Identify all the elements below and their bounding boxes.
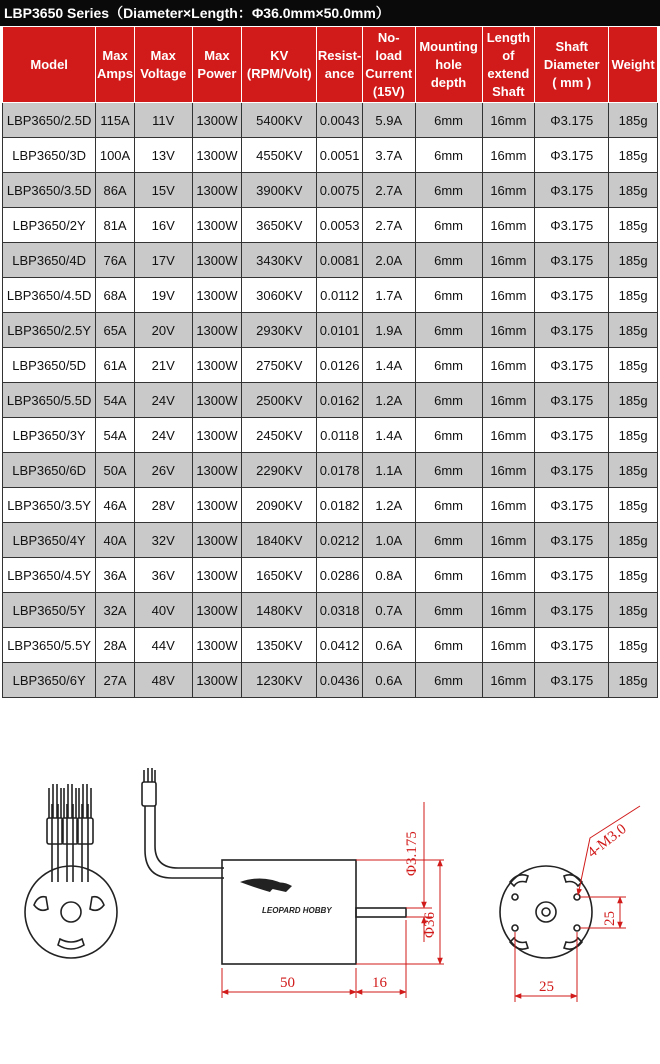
cell-resistance: 0.0118 bbox=[317, 418, 363, 453]
cell-no-load-current: 1.4A bbox=[362, 418, 415, 453]
cell-max-voltage: 24V bbox=[134, 418, 192, 453]
table-row bbox=[3, 348, 658, 383]
cell-max-voltage: 13V bbox=[134, 138, 192, 173]
cell-kv: 4550KV bbox=[242, 138, 317, 173]
cell-kv: 5400KV bbox=[242, 103, 317, 138]
cell-max-power: 1300W bbox=[192, 418, 242, 453]
cell-shaft-diameter: Φ3.175 bbox=[535, 628, 609, 663]
cell-max-power: 1300W bbox=[192, 558, 242, 593]
cell-resistance: 0.0286 bbox=[317, 558, 363, 593]
cell-weight: 185g bbox=[609, 278, 658, 313]
cell-max-power: 1300W bbox=[192, 523, 242, 558]
cell-shaft-diameter: Φ3.175 bbox=[535, 383, 609, 418]
rear-end-cap bbox=[25, 866, 117, 958]
cell-no-load-current: 1.1A bbox=[362, 453, 415, 488]
cell-no-load-current: 2.0A bbox=[362, 243, 415, 278]
cell-mounting-hole-depth: 6mm bbox=[415, 663, 482, 698]
cell-mounting-hole-depth: 6mm bbox=[415, 453, 482, 488]
cell-max-amps: 86A bbox=[96, 173, 135, 208]
cell-mounting-hole-depth: 6mm bbox=[415, 173, 482, 208]
cell-model: LBP3650/3Y bbox=[3, 418, 96, 453]
cell-resistance: 0.0053 bbox=[317, 208, 363, 243]
cell-shaft-diameter: Φ3.175 bbox=[535, 453, 609, 488]
cell-shaft-length: 16mm bbox=[482, 278, 535, 313]
cell-shaft-length: 16mm bbox=[482, 313, 535, 348]
front-end-view bbox=[500, 866, 592, 958]
cell-resistance: 0.0126 bbox=[317, 348, 363, 383]
cell-resistance: 0.0162 bbox=[317, 383, 363, 418]
cell-shaft-length: 16mm bbox=[482, 173, 535, 208]
cell-resistance: 0.0436 bbox=[317, 663, 363, 698]
cell-shaft-length: 16mm bbox=[482, 523, 535, 558]
cell-max-amps: 40A bbox=[96, 523, 135, 558]
table-row bbox=[3, 138, 658, 173]
cell-model: LBP3650/4.5Y bbox=[3, 558, 96, 593]
cell-shaft-diameter: Φ3.175 bbox=[535, 208, 609, 243]
cell-kv: 1350KV bbox=[242, 628, 317, 663]
cell-max-power: 1300W bbox=[192, 103, 242, 138]
cell-weight: 185g bbox=[609, 243, 658, 278]
cell-max-power: 1300W bbox=[192, 243, 242, 278]
cell-shaft-diameter: Φ3.175 bbox=[535, 103, 609, 138]
cell-kv: 1230KV bbox=[242, 663, 317, 698]
cell-weight: 185g bbox=[609, 313, 658, 348]
shaft-diameter-dim: Φ3.175 bbox=[404, 831, 420, 876]
cell-resistance: 0.0318 bbox=[317, 593, 363, 628]
cell-max-voltage: 24V bbox=[134, 383, 192, 418]
cell-kv: 1650KV bbox=[242, 558, 317, 593]
table-body bbox=[3, 103, 658, 698]
cell-mounting-hole-depth: 6mm bbox=[415, 208, 482, 243]
cell-shaft-length: 16mm bbox=[482, 103, 535, 138]
cell-weight: 185g bbox=[609, 593, 658, 628]
cell-kv: 3060KV bbox=[242, 278, 317, 313]
cell-resistance: 0.0101 bbox=[317, 313, 363, 348]
table-row bbox=[3, 628, 658, 663]
col-header-shaft-length: Length of extend Shaft bbox=[482, 27, 535, 103]
table-row bbox=[3, 523, 658, 558]
cell-model: LBP3650/5D bbox=[3, 348, 96, 383]
cell-shaft-length: 16mm bbox=[482, 348, 535, 383]
col-header-no-load-current: No- load Current (15V) bbox=[362, 27, 415, 103]
rear-end-view bbox=[25, 784, 117, 958]
cell-max-amps: 36A bbox=[96, 558, 135, 593]
cell-max-amps: 65A bbox=[96, 313, 135, 348]
cell-resistance: 0.0112 bbox=[317, 278, 363, 313]
cell-max-amps: 27A bbox=[96, 663, 135, 698]
cell-kv: 2290KV bbox=[242, 453, 317, 488]
cell-no-load-current: 1.7A bbox=[362, 278, 415, 313]
cell-shaft-diameter: Φ3.175 bbox=[535, 523, 609, 558]
cell-shaft-diameter: Φ3.175 bbox=[535, 348, 609, 383]
table-row bbox=[3, 663, 658, 698]
cell-max-voltage: 16V bbox=[134, 208, 192, 243]
col-header-model: Model bbox=[3, 27, 96, 103]
cell-model: LBP3650/3.5D bbox=[3, 173, 96, 208]
cell-max-power: 1300W bbox=[192, 173, 242, 208]
cell-model: LBP3650/2Y bbox=[3, 208, 96, 243]
cell-weight: 185g bbox=[609, 103, 658, 138]
cell-model: LBP3650/4Y bbox=[3, 523, 96, 558]
cell-max-power: 1300W bbox=[192, 453, 242, 488]
cell-shaft-length: 16mm bbox=[482, 243, 535, 278]
table-row bbox=[3, 103, 658, 138]
body-length-dim: 50 bbox=[280, 975, 295, 991]
bullet-connectors bbox=[47, 784, 93, 882]
cell-model: LBP3650/6Y bbox=[3, 663, 96, 698]
motor-logo: LEOPARD HOBBY bbox=[262, 906, 332, 915]
cell-weight: 185g bbox=[609, 663, 658, 698]
cell-shaft-diameter: Φ3.175 bbox=[535, 313, 609, 348]
header-row bbox=[3, 27, 658, 103]
cell-model: LBP3650/2.5D bbox=[3, 103, 96, 138]
cell-max-amps: 32A bbox=[96, 593, 135, 628]
cell-kv: 1840KV bbox=[242, 523, 317, 558]
page-title: LBP3650 Series（Diameter×Length：Φ36.0mm×50.0mm） bbox=[0, 0, 660, 26]
cell-shaft-length: 16mm bbox=[482, 558, 535, 593]
cell-kv: 1480KV bbox=[242, 593, 317, 628]
cell-kv: 2450KV bbox=[242, 418, 317, 453]
cell-mounting-hole-depth: 6mm bbox=[415, 103, 482, 138]
cell-model: LBP3650/5Y bbox=[3, 593, 96, 628]
cell-kv: 3900KV bbox=[242, 173, 317, 208]
cell-no-load-current: 5.9A bbox=[362, 103, 415, 138]
cell-no-load-current: 1.2A bbox=[362, 488, 415, 523]
cell-model: LBP3650/2.5Y bbox=[3, 313, 96, 348]
table-row bbox=[3, 173, 658, 208]
mount-holes bbox=[512, 894, 580, 931]
cell-model: LBP3650/3D bbox=[3, 138, 96, 173]
cell-max-power: 1300W bbox=[192, 593, 242, 628]
cell-kv: 2500KV bbox=[242, 383, 317, 418]
cell-max-amps: 115A bbox=[96, 103, 135, 138]
cell-weight: 185g bbox=[609, 208, 658, 243]
col-header-kv: KV (RPM/Volt) bbox=[242, 27, 317, 103]
cell-kv: 2750KV bbox=[242, 348, 317, 383]
cell-shaft-length: 16mm bbox=[482, 593, 535, 628]
shaft-length-dim: 16 bbox=[372, 975, 387, 991]
col-header-max-voltage: Max Voltage bbox=[134, 27, 192, 103]
cell-mounting-hole-depth: 6mm bbox=[415, 138, 482, 173]
cell-shaft-diameter: Φ3.175 bbox=[535, 173, 609, 208]
cell-no-load-current: 1.4A bbox=[362, 348, 415, 383]
cell-shaft-diameter: Φ3.175 bbox=[535, 138, 609, 173]
col-header-max-power: Max Power bbox=[192, 27, 242, 103]
cell-no-load-current: 0.7A bbox=[362, 593, 415, 628]
cell-shaft-length: 16mm bbox=[482, 453, 535, 488]
cell-mounting-hole-depth: 6mm bbox=[415, 628, 482, 663]
col-header-resistance: Resist- ance bbox=[317, 27, 363, 103]
cell-shaft-diameter: Φ3.175 bbox=[535, 418, 609, 453]
cell-shaft-length: 16mm bbox=[482, 628, 535, 663]
cell-max-voltage: 11V bbox=[134, 103, 192, 138]
cell-resistance: 0.0043 bbox=[317, 103, 363, 138]
cell-max-amps: 54A bbox=[96, 418, 135, 453]
cell-mounting-hole-depth: 6mm bbox=[415, 348, 482, 383]
cell-max-power: 1300W bbox=[192, 663, 242, 698]
cell-no-load-current: 0.6A bbox=[362, 628, 415, 663]
cell-shaft-diameter: Φ3.175 bbox=[535, 663, 609, 698]
cell-resistance: 0.0178 bbox=[317, 453, 363, 488]
cell-shaft-length: 16mm bbox=[482, 663, 535, 698]
mount-hole-dim: 4-M3.0 bbox=[584, 821, 630, 862]
cell-shaft-diameter: Φ3.175 bbox=[535, 278, 609, 313]
cell-weight: 185g bbox=[609, 348, 658, 383]
cell-shaft-diameter: Φ3.175 bbox=[535, 593, 609, 628]
cell-weight: 185g bbox=[609, 558, 658, 593]
cell-kv: 3430KV bbox=[242, 243, 317, 278]
table-row bbox=[3, 418, 658, 453]
cell-weight: 185g bbox=[609, 418, 658, 453]
cell-max-power: 1300W bbox=[192, 348, 242, 383]
cell-weight: 185g bbox=[609, 173, 658, 208]
motor-drawing bbox=[0, 740, 660, 1064]
cell-resistance: 0.0412 bbox=[317, 628, 363, 663]
cell-mounting-hole-depth: 6mm bbox=[415, 523, 482, 558]
hole-spacing-vertical-dim: 25 bbox=[602, 911, 618, 926]
cell-resistance: 0.0051 bbox=[317, 138, 363, 173]
cell-no-load-current: 2.7A bbox=[362, 173, 415, 208]
cell-max-voltage: 40V bbox=[134, 593, 192, 628]
cell-max-amps: 50A bbox=[96, 453, 135, 488]
table-row bbox=[3, 208, 658, 243]
cell-max-amps: 81A bbox=[96, 208, 135, 243]
cell-no-load-current: 1.0A bbox=[362, 523, 415, 558]
cell-max-voltage: 44V bbox=[134, 628, 192, 663]
cell-no-load-current: 1.2A bbox=[362, 383, 415, 418]
cell-max-power: 1300W bbox=[192, 313, 242, 348]
col-header-weight: Weight bbox=[609, 27, 658, 103]
cell-model: LBP3650/5.5Y bbox=[3, 628, 96, 663]
cell-mounting-hole-depth: 6mm bbox=[415, 593, 482, 628]
cell-mounting-hole-depth: 6mm bbox=[415, 243, 482, 278]
col-header-shaft-diameter: Shaft Diameter ( mm ) bbox=[535, 27, 609, 103]
cell-weight: 185g bbox=[609, 453, 658, 488]
cell-no-load-current: 3.7A bbox=[362, 138, 415, 173]
cell-shaft-length: 16mm bbox=[482, 418, 535, 453]
cell-mounting-hole-depth: 6mm bbox=[415, 558, 482, 593]
output-shaft bbox=[356, 908, 406, 917]
cell-mounting-hole-depth: 6mm bbox=[415, 313, 482, 348]
cell-model: LBP3650/4D bbox=[3, 243, 96, 278]
cell-max-voltage: 36V bbox=[134, 558, 192, 593]
cell-shaft-length: 16mm bbox=[482, 383, 535, 418]
cell-max-voltage: 26V bbox=[134, 453, 192, 488]
col-header-max-amps: Max Amps bbox=[96, 27, 135, 103]
cell-max-amps: 46A bbox=[96, 488, 135, 523]
col-header-mounting-hole-depth: Mounting hole depth bbox=[415, 27, 482, 103]
cell-max-power: 1300W bbox=[192, 488, 242, 523]
cell-max-amps: 68A bbox=[96, 278, 135, 313]
cell-no-load-current: 1.9A bbox=[362, 313, 415, 348]
table-row bbox=[3, 558, 658, 593]
cell-shaft-length: 16mm bbox=[482, 208, 535, 243]
cell-max-voltage: 19V bbox=[134, 278, 192, 313]
cell-shaft-length: 16mm bbox=[482, 488, 535, 523]
cell-shaft-diameter: Φ3.175 bbox=[535, 558, 609, 593]
cell-resistance: 0.0182 bbox=[317, 488, 363, 523]
cell-mounting-hole-depth: 6mm bbox=[415, 418, 482, 453]
cell-kv: 3650KV bbox=[242, 208, 317, 243]
table-row bbox=[3, 243, 658, 278]
body-diameter-dim: Φ36 bbox=[422, 912, 438, 938]
cell-resistance: 0.0081 bbox=[317, 243, 363, 278]
table-row bbox=[3, 313, 658, 348]
sensor-lead bbox=[142, 768, 224, 878]
cell-resistance: 0.0075 bbox=[317, 173, 363, 208]
hole-spacing-horizontal-dim: 25 bbox=[539, 979, 554, 995]
cell-weight: 185g bbox=[609, 488, 658, 523]
cell-model: LBP3650/6D bbox=[3, 453, 96, 488]
cell-no-load-current: 2.7A bbox=[362, 208, 415, 243]
cell-max-amps: 61A bbox=[96, 348, 135, 383]
cell-no-load-current: 0.6A bbox=[362, 663, 415, 698]
side-view bbox=[142, 768, 406, 964]
cell-model: LBP3650/3.5Y bbox=[3, 488, 96, 523]
cell-max-power: 1300W bbox=[192, 138, 242, 173]
cell-max-voltage: 32V bbox=[134, 523, 192, 558]
cell-model: LBP3650/5.5D bbox=[3, 383, 96, 418]
spec-table bbox=[2, 26, 658, 698]
cell-max-amps: 54A bbox=[96, 383, 135, 418]
cell-max-voltage: 48V bbox=[134, 663, 192, 698]
table-row bbox=[3, 383, 658, 418]
table-row bbox=[3, 453, 658, 488]
cell-max-voltage: 20V bbox=[134, 313, 192, 348]
cell-weight: 185g bbox=[609, 523, 658, 558]
cell-weight: 185g bbox=[609, 628, 658, 663]
cell-max-voltage: 17V bbox=[134, 243, 192, 278]
cell-shaft-diameter: Φ3.175 bbox=[535, 243, 609, 278]
cell-max-power: 1300W bbox=[192, 208, 242, 243]
cell-shaft-length: 16mm bbox=[482, 138, 535, 173]
cell-mounting-hole-depth: 6mm bbox=[415, 488, 482, 523]
front-end-cap bbox=[500, 866, 592, 958]
cell-mounting-hole-depth: 6mm bbox=[415, 383, 482, 418]
table-row bbox=[3, 278, 658, 313]
cell-resistance: 0.0212 bbox=[317, 523, 363, 558]
cell-no-load-current: 0.8A bbox=[362, 558, 415, 593]
cell-max-amps: 28A bbox=[96, 628, 135, 663]
cell-max-voltage: 28V bbox=[134, 488, 192, 523]
cell-max-amps: 76A bbox=[96, 243, 135, 278]
cell-shaft-diameter: Φ3.175 bbox=[535, 488, 609, 523]
cell-max-voltage: 15V bbox=[134, 173, 192, 208]
cell-weight: 185g bbox=[609, 138, 658, 173]
cell-weight: 185g bbox=[609, 383, 658, 418]
cell-kv: 2090KV bbox=[242, 488, 317, 523]
cell-max-power: 1300W bbox=[192, 278, 242, 313]
table-row bbox=[3, 488, 658, 523]
cell-mounting-hole-depth: 6mm bbox=[415, 278, 482, 313]
table-row bbox=[3, 593, 658, 628]
cell-max-amps: 100A bbox=[96, 138, 135, 173]
cell-max-voltage: 21V bbox=[134, 348, 192, 383]
cell-model: LBP3650/4.5D bbox=[3, 278, 96, 313]
cell-kv: 2930KV bbox=[242, 313, 317, 348]
cell-max-power: 1300W bbox=[192, 383, 242, 418]
cell-max-power: 1300W bbox=[192, 628, 242, 663]
